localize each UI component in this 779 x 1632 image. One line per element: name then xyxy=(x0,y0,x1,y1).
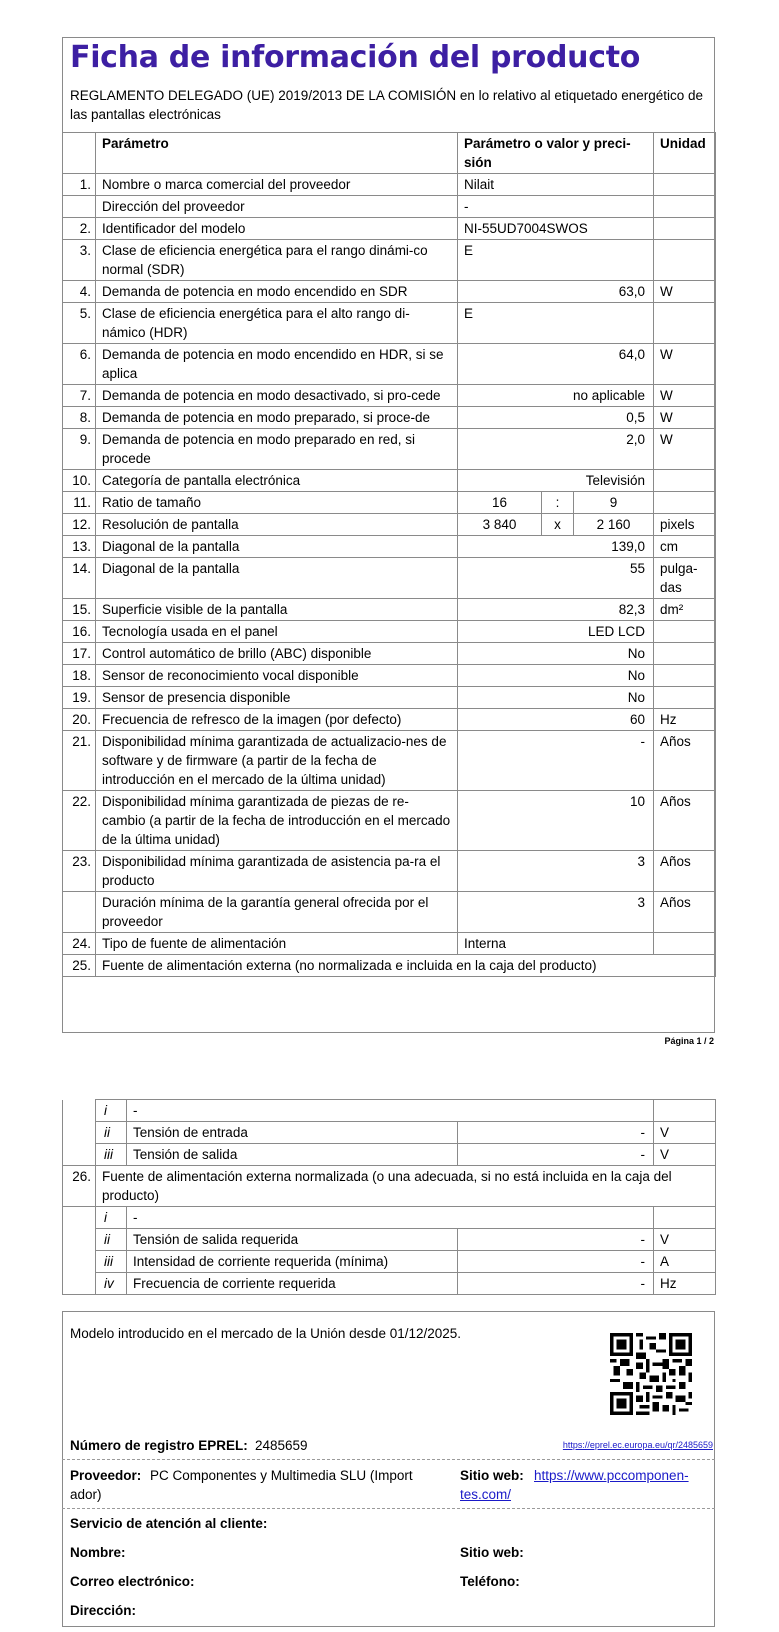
row-value: 55 xyxy=(458,558,654,599)
row-value: No xyxy=(458,665,654,687)
row-value: 10 xyxy=(458,791,654,851)
sub-roman: ii xyxy=(96,1122,127,1144)
row-unit: W xyxy=(654,385,716,407)
row-number: 22. xyxy=(63,791,96,851)
row-param: Demanda de potencia en modo preparado en red, si procede xyxy=(96,429,458,470)
table-row xyxy=(63,731,716,791)
row-unit xyxy=(654,240,716,281)
row-number: 11. xyxy=(63,492,96,514)
supplier-name xyxy=(70,1466,445,1504)
row-number: 21. xyxy=(63,731,96,791)
sub-unit: V xyxy=(654,1144,716,1166)
row-param: Dirección del proveedor xyxy=(96,196,458,218)
row-number: 18. xyxy=(63,665,96,687)
sub-unit: A xyxy=(654,1251,716,1273)
row-unit: Años xyxy=(654,892,716,933)
table-row xyxy=(63,429,716,470)
row-value-a: 3 840 xyxy=(458,514,542,536)
table-row xyxy=(63,470,716,492)
table-row xyxy=(63,709,716,731)
row-param: Duración mínima de la garantía general ofrecida por el proveedor xyxy=(96,892,458,933)
row-param: Diagonal de la pantalla xyxy=(96,536,458,558)
table-row xyxy=(63,407,716,429)
header-param: Parámetro xyxy=(96,133,458,174)
row-unit: Hz xyxy=(654,709,716,731)
row-number: 15. xyxy=(63,599,96,621)
row-param: Frecuencia de refresco de la imagen (por defecto) xyxy=(96,709,458,731)
row-param: Fuente de alimentación externa (no normalizada e incluida en la caja del producto) xyxy=(96,955,716,977)
table-row xyxy=(63,892,716,933)
sub-unit xyxy=(654,1100,716,1122)
row-value: 3 xyxy=(458,892,654,933)
row-number xyxy=(63,892,96,933)
sub-unit: V xyxy=(654,1122,716,1144)
row-unit: W xyxy=(654,429,716,470)
row-value: Televisión xyxy=(458,470,654,492)
header-value: Parámetro o valor y preci-sión xyxy=(458,133,654,174)
sub-row xyxy=(63,1144,716,1166)
row-value: 2,0 xyxy=(458,429,654,470)
product-info-table xyxy=(62,132,716,977)
sub-indent xyxy=(63,1122,96,1144)
row-number: 24. xyxy=(63,933,96,955)
row-param: Tipo de fuente de alimentación xyxy=(96,933,458,955)
sub-label: Tensión de entrada xyxy=(127,1122,458,1144)
sub-label: Tensión de salida xyxy=(127,1144,458,1166)
row-value: E xyxy=(458,303,654,344)
row-param: Clase de eficiencia energética para el alto rango di-námico (HDR) xyxy=(96,303,458,344)
sub-value: - xyxy=(458,1122,654,1144)
sub-indent xyxy=(63,1144,96,1166)
row-value: - xyxy=(458,196,654,218)
row-unit: W xyxy=(654,281,716,303)
row-param: Ratio de tamaño xyxy=(96,492,458,514)
row-param: Clase de eficiencia energética para el rango dinámi-co normal (SDR) xyxy=(96,240,458,281)
email-label: Correo electrónico: xyxy=(70,1574,195,1589)
sub-indent xyxy=(63,1229,96,1251)
sub-label: Intensidad de corriente requerida (mínima) xyxy=(127,1251,458,1273)
sub-value: - xyxy=(458,1144,654,1166)
sub-value: - xyxy=(458,1251,654,1273)
regulation-text: REGLAMENTO DELEGADO (UE) 2019/2013 DE LA COMISIÓN en lo relativo al etiquetado energético de las pantallas electrónicas xyxy=(70,88,704,122)
sub-row xyxy=(63,1207,716,1229)
table-row xyxy=(63,621,716,643)
market-date-text: Modelo introducido en el mercado de la Unión desde 01/12/2025. xyxy=(70,1326,462,1341)
row-number: 8. xyxy=(63,407,96,429)
row-number: 12. xyxy=(63,514,96,536)
row-value-b: 2 160 xyxy=(574,514,654,536)
table-row xyxy=(63,240,716,281)
row-value-sep: x xyxy=(542,514,574,536)
row-value-sep: : xyxy=(542,492,574,514)
row-unit: dm² xyxy=(654,599,716,621)
table-row xyxy=(63,1166,716,1207)
website-label: Sitio web: xyxy=(460,1468,524,1483)
table-row xyxy=(63,174,716,196)
eprel-link[interactable]: https://eprel.ec.europa.eu/qr/2485659 xyxy=(562,1440,713,1450)
row-param: Identificador del modelo xyxy=(96,218,458,240)
row-unit xyxy=(654,196,716,218)
row-unit: pixels xyxy=(654,514,716,536)
row-value: No xyxy=(458,643,654,665)
row-unit: pulga-das xyxy=(654,558,716,599)
sub-unit xyxy=(654,1207,716,1229)
row-param: Disponibilidad mínima garantizada de asistencia pa-ra el producto xyxy=(96,851,458,892)
row-param: Fuente de alimentación externa normalizada (o una adecuada, si no está incluida en la caja del producto) xyxy=(96,1166,716,1207)
row-value: Interna xyxy=(458,933,654,955)
sub-label: Tensión de salida requerida xyxy=(127,1229,458,1251)
row-value: 64,0 xyxy=(458,344,654,385)
table-row xyxy=(63,344,716,385)
row-number: 13. xyxy=(63,536,96,558)
row-param: Categoría de pantalla electrónica xyxy=(96,470,458,492)
row-number: 6. xyxy=(63,344,96,385)
header-num-cell xyxy=(63,133,96,174)
divider xyxy=(62,1459,715,1460)
table-row xyxy=(63,492,716,514)
sub-roman: i xyxy=(96,1207,127,1229)
supplier-label: Proveedor: xyxy=(70,1468,142,1483)
cs-website-label: Sitio web: xyxy=(460,1545,524,1560)
row-unit: Años xyxy=(654,851,716,892)
sub-roman: i xyxy=(96,1100,127,1122)
row-number: 4. xyxy=(63,281,96,303)
page-title: Ficha de información del producto xyxy=(70,40,641,75)
row-number: 14. xyxy=(63,558,96,599)
sub-row xyxy=(63,1273,716,1295)
table-row xyxy=(63,643,716,665)
row-value-a: 16 xyxy=(458,492,542,514)
row-number: 7. xyxy=(63,385,96,407)
eprel-label: Número de registro EPREL: xyxy=(70,1438,248,1453)
sub-roman: iii xyxy=(96,1144,127,1166)
sub-row xyxy=(63,1100,716,1122)
row-param: Tecnología usada en el panel xyxy=(96,621,458,643)
row-param: Control automático de brillo (ABC) disponible xyxy=(96,643,458,665)
row-unit: Años xyxy=(654,731,716,791)
table-row xyxy=(63,955,716,977)
row-param: Sensor de presencia disponible xyxy=(96,687,458,709)
row-number: 20. xyxy=(63,709,96,731)
row-value: no aplicable xyxy=(458,385,654,407)
row-unit: Años xyxy=(654,791,716,851)
sub-indent xyxy=(63,1273,96,1295)
row-value: 3 xyxy=(458,851,654,892)
row-value: 0,5 xyxy=(458,407,654,429)
row-param: Demanda de potencia en modo desactivado, si pro-cede xyxy=(96,385,458,407)
table-row xyxy=(63,536,716,558)
sub-roman: ii xyxy=(96,1229,127,1251)
table-row xyxy=(63,687,716,709)
row-unit xyxy=(654,470,716,492)
row-param: Demanda de potencia en modo encendido en HDR, si se aplica xyxy=(96,344,458,385)
row-number: 3. xyxy=(63,240,96,281)
row-value: 82,3 xyxy=(458,599,654,621)
sub-row xyxy=(63,1229,716,1251)
table-row xyxy=(63,791,716,851)
row-unit xyxy=(654,665,716,687)
row-value: Nilait xyxy=(458,174,654,196)
row-unit xyxy=(654,492,716,514)
row-param: Demanda de potencia en modo preparado, si proce-de xyxy=(96,407,458,429)
qr-code-icon[interactable] xyxy=(610,1333,692,1415)
row-param: Superficie visible de la pantalla xyxy=(96,599,458,621)
sub-indent xyxy=(63,1207,96,1229)
row-number: 2. xyxy=(63,218,96,240)
sub-label: Frecuencia de corriente requerida xyxy=(127,1273,458,1295)
row-unit xyxy=(654,933,716,955)
table-row xyxy=(63,514,716,536)
sub-unit: V xyxy=(654,1229,716,1251)
row-unit xyxy=(654,687,716,709)
row-value-b: 9 xyxy=(574,492,654,514)
sub-indent xyxy=(63,1251,96,1273)
sub-value: - xyxy=(458,1273,654,1295)
name-label: Nombre: xyxy=(70,1545,126,1560)
table-row xyxy=(63,558,716,599)
table-row xyxy=(63,281,716,303)
row-value: No xyxy=(458,687,654,709)
row-unit xyxy=(654,218,716,240)
sub-roman: iii xyxy=(96,1251,127,1273)
divider xyxy=(62,1508,715,1509)
row-number: 9. xyxy=(63,429,96,470)
row-value: 63,0 xyxy=(458,281,654,303)
sub-row xyxy=(63,1251,716,1273)
row-unit xyxy=(654,303,716,344)
row-unit: W xyxy=(654,407,716,429)
table-header-row xyxy=(63,133,716,174)
row-param: Diagonal de la pantalla xyxy=(96,558,458,599)
row-unit: cm xyxy=(654,536,716,558)
row-number: 16. xyxy=(63,621,96,643)
page-number: Página 1 / 2 xyxy=(664,1036,714,1046)
row-unit: W xyxy=(654,344,716,385)
sub-indent xyxy=(63,1100,96,1122)
row-param: Resolución de pantalla xyxy=(96,514,458,536)
supplier-name-text: PC Componentes y Multimedia SLU (Import ador) xyxy=(70,1468,413,1502)
row-number xyxy=(63,196,96,218)
row-value: 139,0 xyxy=(458,536,654,558)
row-value: E xyxy=(458,240,654,281)
row-number: 23. xyxy=(63,851,96,892)
table-row xyxy=(63,933,716,955)
table-row xyxy=(63,218,716,240)
row-param: Disponibilidad mínima garantizada de piezas de re-cambio (a partir de la fecha de introducción en el mercado de la última unidad) xyxy=(96,791,458,851)
sub-label: - xyxy=(127,1100,654,1122)
table-row xyxy=(63,851,716,892)
row-number: 17. xyxy=(63,643,96,665)
sub-roman: iv xyxy=(96,1273,127,1295)
row-param: Demanda de potencia en modo encendido en SDR xyxy=(96,281,458,303)
supplier-website-link[interactable]: https://www.pccomponen-tes.com/ xyxy=(460,1468,689,1502)
sub-unit: Hz xyxy=(654,1273,716,1295)
header-unit: Unidad xyxy=(654,133,716,174)
row-number: 10. xyxy=(63,470,96,492)
row-value: NI-55UD7004SWOS xyxy=(458,218,654,240)
address-label: Dirección: xyxy=(70,1603,137,1618)
row-number: 25. xyxy=(63,955,96,977)
row-number: 5. xyxy=(63,303,96,344)
row-number: 1. xyxy=(63,174,96,196)
sub-label: - xyxy=(127,1207,654,1229)
table-row xyxy=(63,385,716,407)
row-unit xyxy=(654,174,716,196)
row-number: 26. xyxy=(63,1166,96,1207)
row-value: 60 xyxy=(458,709,654,731)
row-param: Sensor de reconocimiento vocal disponible xyxy=(96,665,458,687)
table-row xyxy=(63,665,716,687)
row-param: Nombre o marca comercial del proveedor xyxy=(96,174,458,196)
power-supply-table xyxy=(62,1099,716,1295)
row-param: Disponibilidad mínima garantizada de actualizacio-nes de software y de firmware (a partir de la fecha de introducción en el mercado de la última unidad) xyxy=(96,731,458,791)
sub-row xyxy=(63,1122,716,1144)
row-number: 19. xyxy=(63,687,96,709)
row-value: - xyxy=(458,731,654,791)
row-value: LED LCD xyxy=(458,621,654,643)
table-row xyxy=(63,599,716,621)
row-unit xyxy=(654,643,716,665)
sub-value: - xyxy=(458,1229,654,1251)
table-row xyxy=(63,196,716,218)
customer-service-label: Servicio de atención al cliente: xyxy=(70,1516,268,1531)
eprel-number: 2485659 xyxy=(255,1438,308,1453)
table-row xyxy=(63,303,716,344)
phone-label: Teléfono: xyxy=(460,1574,520,1589)
row-unit xyxy=(654,621,716,643)
